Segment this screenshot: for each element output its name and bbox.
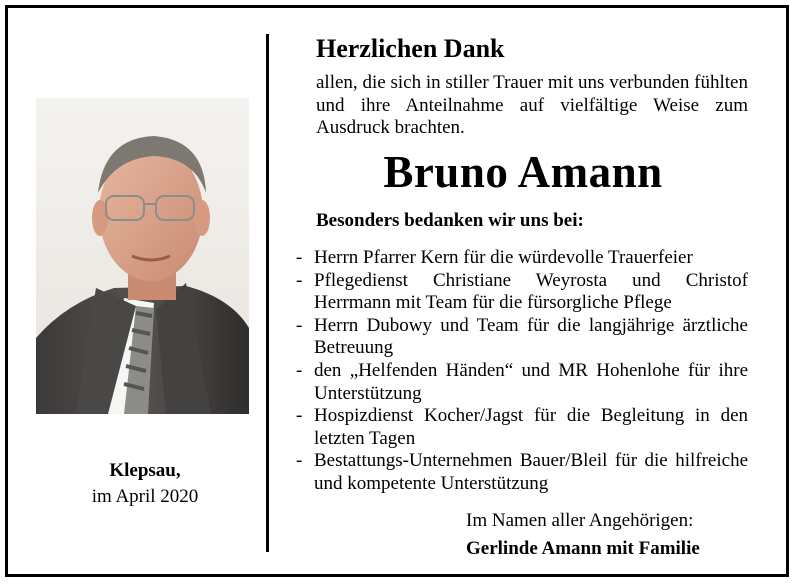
thanks-title: Besonders bedanken wir uns bei: [316, 210, 584, 231]
list-item [296, 405, 748, 450]
list-dash: - [296, 247, 303, 268]
list-item-text: Hospizdienst Kocher/Jagst für die Begleitung in den letzten Tagen [314, 405, 748, 449]
place: Klepsau, [109, 460, 181, 481]
deceased-name: Bruno Amann [383, 147, 663, 197]
list-dash: - [296, 405, 303, 427]
portrait-photo [36, 98, 249, 414]
list-item-text: den „Helfenden Händen“ und MR Hohenlohe für ihre Unterstützung [314, 359, 748, 404]
list-item-text: Herrn Pfarrer Kern für die würdevolle Trauerfeier [314, 247, 693, 268]
list-item [296, 247, 748, 270]
list-item [296, 270, 748, 315]
closing-line: Im Namen aller Angehörigen: [466, 510, 694, 531]
vertical-divider [266, 34, 269, 552]
list-item-text: Bestattungs-Unternehmen Bauer/Bleil für die hilfreiche und kompetente Unterstützung [314, 450, 748, 494]
list-dash: - [296, 314, 303, 336]
date: im April 2020 [91, 486, 199, 507]
list-item-text: Pflegedienst Christiane Weyrosta und Christof Herrmann mit Team für die fürsorgliche Pflege [314, 269, 748, 314]
intro-text: allen, die sich in stiller Trauer mit uns verbunden fühlten und ihre Anteilnahme auf vielfältige Weise zum Ausdruck brachten. [316, 72, 748, 138]
list-dash: - [296, 359, 303, 381]
list-dash: - [296, 269, 303, 291]
thanks-list [296, 247, 748, 496]
list-item-text: Herrn Dubowy und Team für die langjährige ärztliche Betreuung [314, 314, 748, 359]
signature: Gerlinde Amann mit Familie [466, 538, 700, 559]
heading: Herzlichen Dank [316, 34, 505, 63]
list-item [296, 360, 748, 405]
list-dash: - [296, 450, 303, 472]
list-item [296, 450, 748, 495]
list-item [296, 315, 748, 360]
